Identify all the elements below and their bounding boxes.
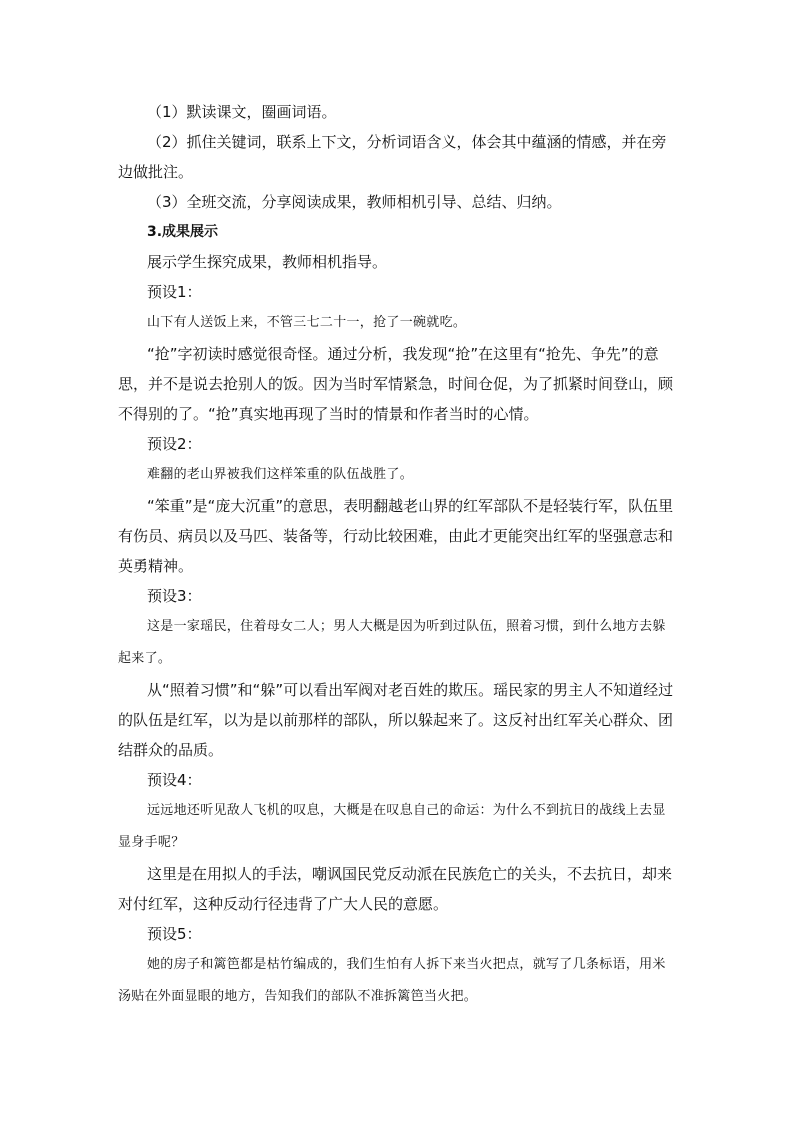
preset-analysis: 这里是在用拟人的手法，嘲讽国民党反动派在民族危亡的关头，不去抗日，却来对付红军，这种反动行径违背了广大人民的意愿。 <box>118 865 673 913</box>
preset-quote: 山下有人送饭上来，不管三七二十一，抢了一碗就吃。 <box>147 315 467 330</box>
preset-analysis: 从“照着习惯”和“躲”可以看出军阀对老百姓的欺压。瑶民家的男主人不知道经过的队伍是红军，以为是以前那样的部队，所以躲起来了。这反衬出红军关心群众、团结群众的品质。 <box>118 681 674 759</box>
preset-label: 预设1： <box>147 283 202 301</box>
preset-analysis: “抢”字初读时感觉很奇怪。通过分析，我发现“抢”在这里有“抢先、争先”的意思，并不是说去抢别人的饭。因为当时军情紧急，时间仓促，为了抓紧时间登山，顾不得别的了。“抢”真实地再现了当时的情景和作者当时的心情。 <box>118 345 674 423</box>
preset-label: 预设4： <box>147 771 202 789</box>
preset-quote: 难翻的老山界被我们这样笨重的队伍战胜了。 <box>147 467 414 482</box>
step-3: （3）全班交流，分享阅读成果，教师相机引导、总结、归纳。 <box>147 193 562 211</box>
step-2: （2）抓住关键词，联系上下文，分析词语含义，体会其中蕴涵的情感，并在旁边做批注。 <box>118 133 667 181</box>
preset-label: 预设5： <box>147 925 202 943</box>
preset-quote: 这是一家瑶民，住着母女二人；男人大概是因为听到过队伍，照着习惯，到什么地方去躲起来了。 <box>118 619 666 666</box>
preset-quote: 她的房子和篱笆都是枯竹编成的，我们生怕有人拆下来当火把点，就写了几条标语，用米汤贴在外面显眼的地方，告知我们的部队不准拆篱笆当火把。 <box>118 957 666 1004</box>
preset-analysis: “笨重”是“庞大沉重”的意思，表明翻越老山界的红军部队不是轻装行军，队伍里有伤员、病员以及马匹、装备等，行动比较困难，由此才更能突出红军的坚强意志和英勇精神。 <box>118 497 674 575</box>
section-intro: 展示学生探究成果，教师相机指导。 <box>147 253 388 271</box>
preset-quote: 远远地还听见敌人飞机的叹息，大概是在叹息自己的命运：为什么不到抗日的战线上去显显身手呢？ <box>118 803 666 850</box>
step-1: （1）默读课文，圈画词语。 <box>147 103 337 121</box>
preset-label: 预设2： <box>147 435 202 453</box>
document-body <box>118 97 678 1013</box>
preset-label: 预设3： <box>147 587 202 605</box>
section-heading: 3.成果展示 <box>147 224 219 240</box>
